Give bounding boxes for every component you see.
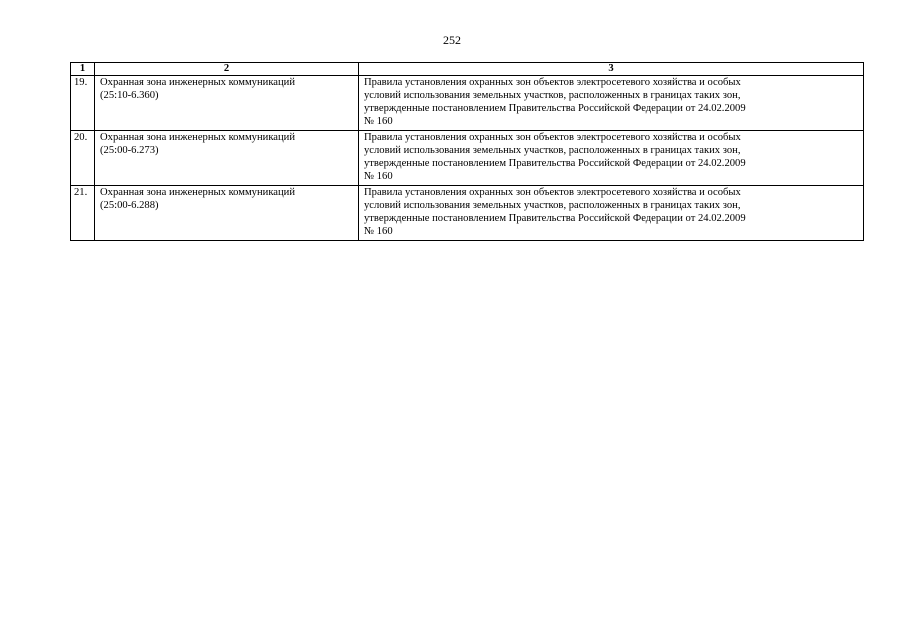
zone-name-line: Охранная зона инженерных коммуникаций [100, 187, 296, 198]
legal-basis-line: Правила установления охранных зон объектов электросетевого хозяйства и особых [364, 77, 741, 88]
zone-name-line: Охранная зона инженерных коммуникаций [100, 77, 296, 88]
column-header-1: 1 [71, 63, 95, 76]
table-header-row [71, 63, 864, 76]
legal-basis-cell [359, 131, 864, 186]
legal-basis-cell [359, 76, 864, 131]
legal-basis-line: Правила установления охранных зон объектов электросетевого хозяйства и особых [364, 132, 741, 143]
legal-basis-line: № 160 [364, 116, 393, 127]
row-number: 19. [71, 76, 95, 131]
row-number: 21. [71, 186, 95, 241]
legal-basis-line: условий использования земельных участков, расположенных в границах таких зон, [364, 145, 741, 156]
zone-name-code: (25:10-6.360) [100, 90, 159, 101]
column-header-3: 3 [359, 63, 864, 76]
legal-basis-line: утвержденные постановлением Правительства Российской Федерации от 24.02.2009 [364, 103, 746, 114]
row-number: 20. [71, 131, 95, 186]
legal-basis-cell [359, 186, 864, 241]
zone-name-cell [95, 76, 359, 131]
zone-name-code: (25:00-6.273) [100, 145, 159, 156]
zones-table [70, 62, 864, 241]
page-number: 252 [443, 33, 461, 47]
legal-basis-line: Правила установления охранных зон объектов электросетевого хозяйства и особых [364, 187, 741, 198]
table-row [71, 131, 864, 186]
zone-name-cell [95, 131, 359, 186]
column-header-2: 2 [95, 63, 359, 76]
legal-basis-line: утвержденные постановлением Правительства Российской Федерации от 24.02.2009 [364, 213, 746, 224]
legal-basis-line: № 160 [364, 226, 393, 237]
table-row [71, 186, 864, 241]
table-row [71, 76, 864, 131]
zone-name-code: (25:00-6.288) [100, 200, 159, 211]
zone-name-cell [95, 186, 359, 241]
legal-basis-line: утвержденные постановлением Правительства Российской Федерации от 24.02.2009 [364, 158, 746, 169]
zone-name-line: Охранная зона инженерных коммуникаций [100, 132, 296, 143]
legal-basis-line: условий использования земельных участков, расположенных в границах таких зон, [364, 200, 741, 211]
legal-basis-line: условий использования земельных участков, расположенных в границах таких зон, [364, 90, 741, 101]
legal-basis-line: № 160 [364, 171, 393, 182]
